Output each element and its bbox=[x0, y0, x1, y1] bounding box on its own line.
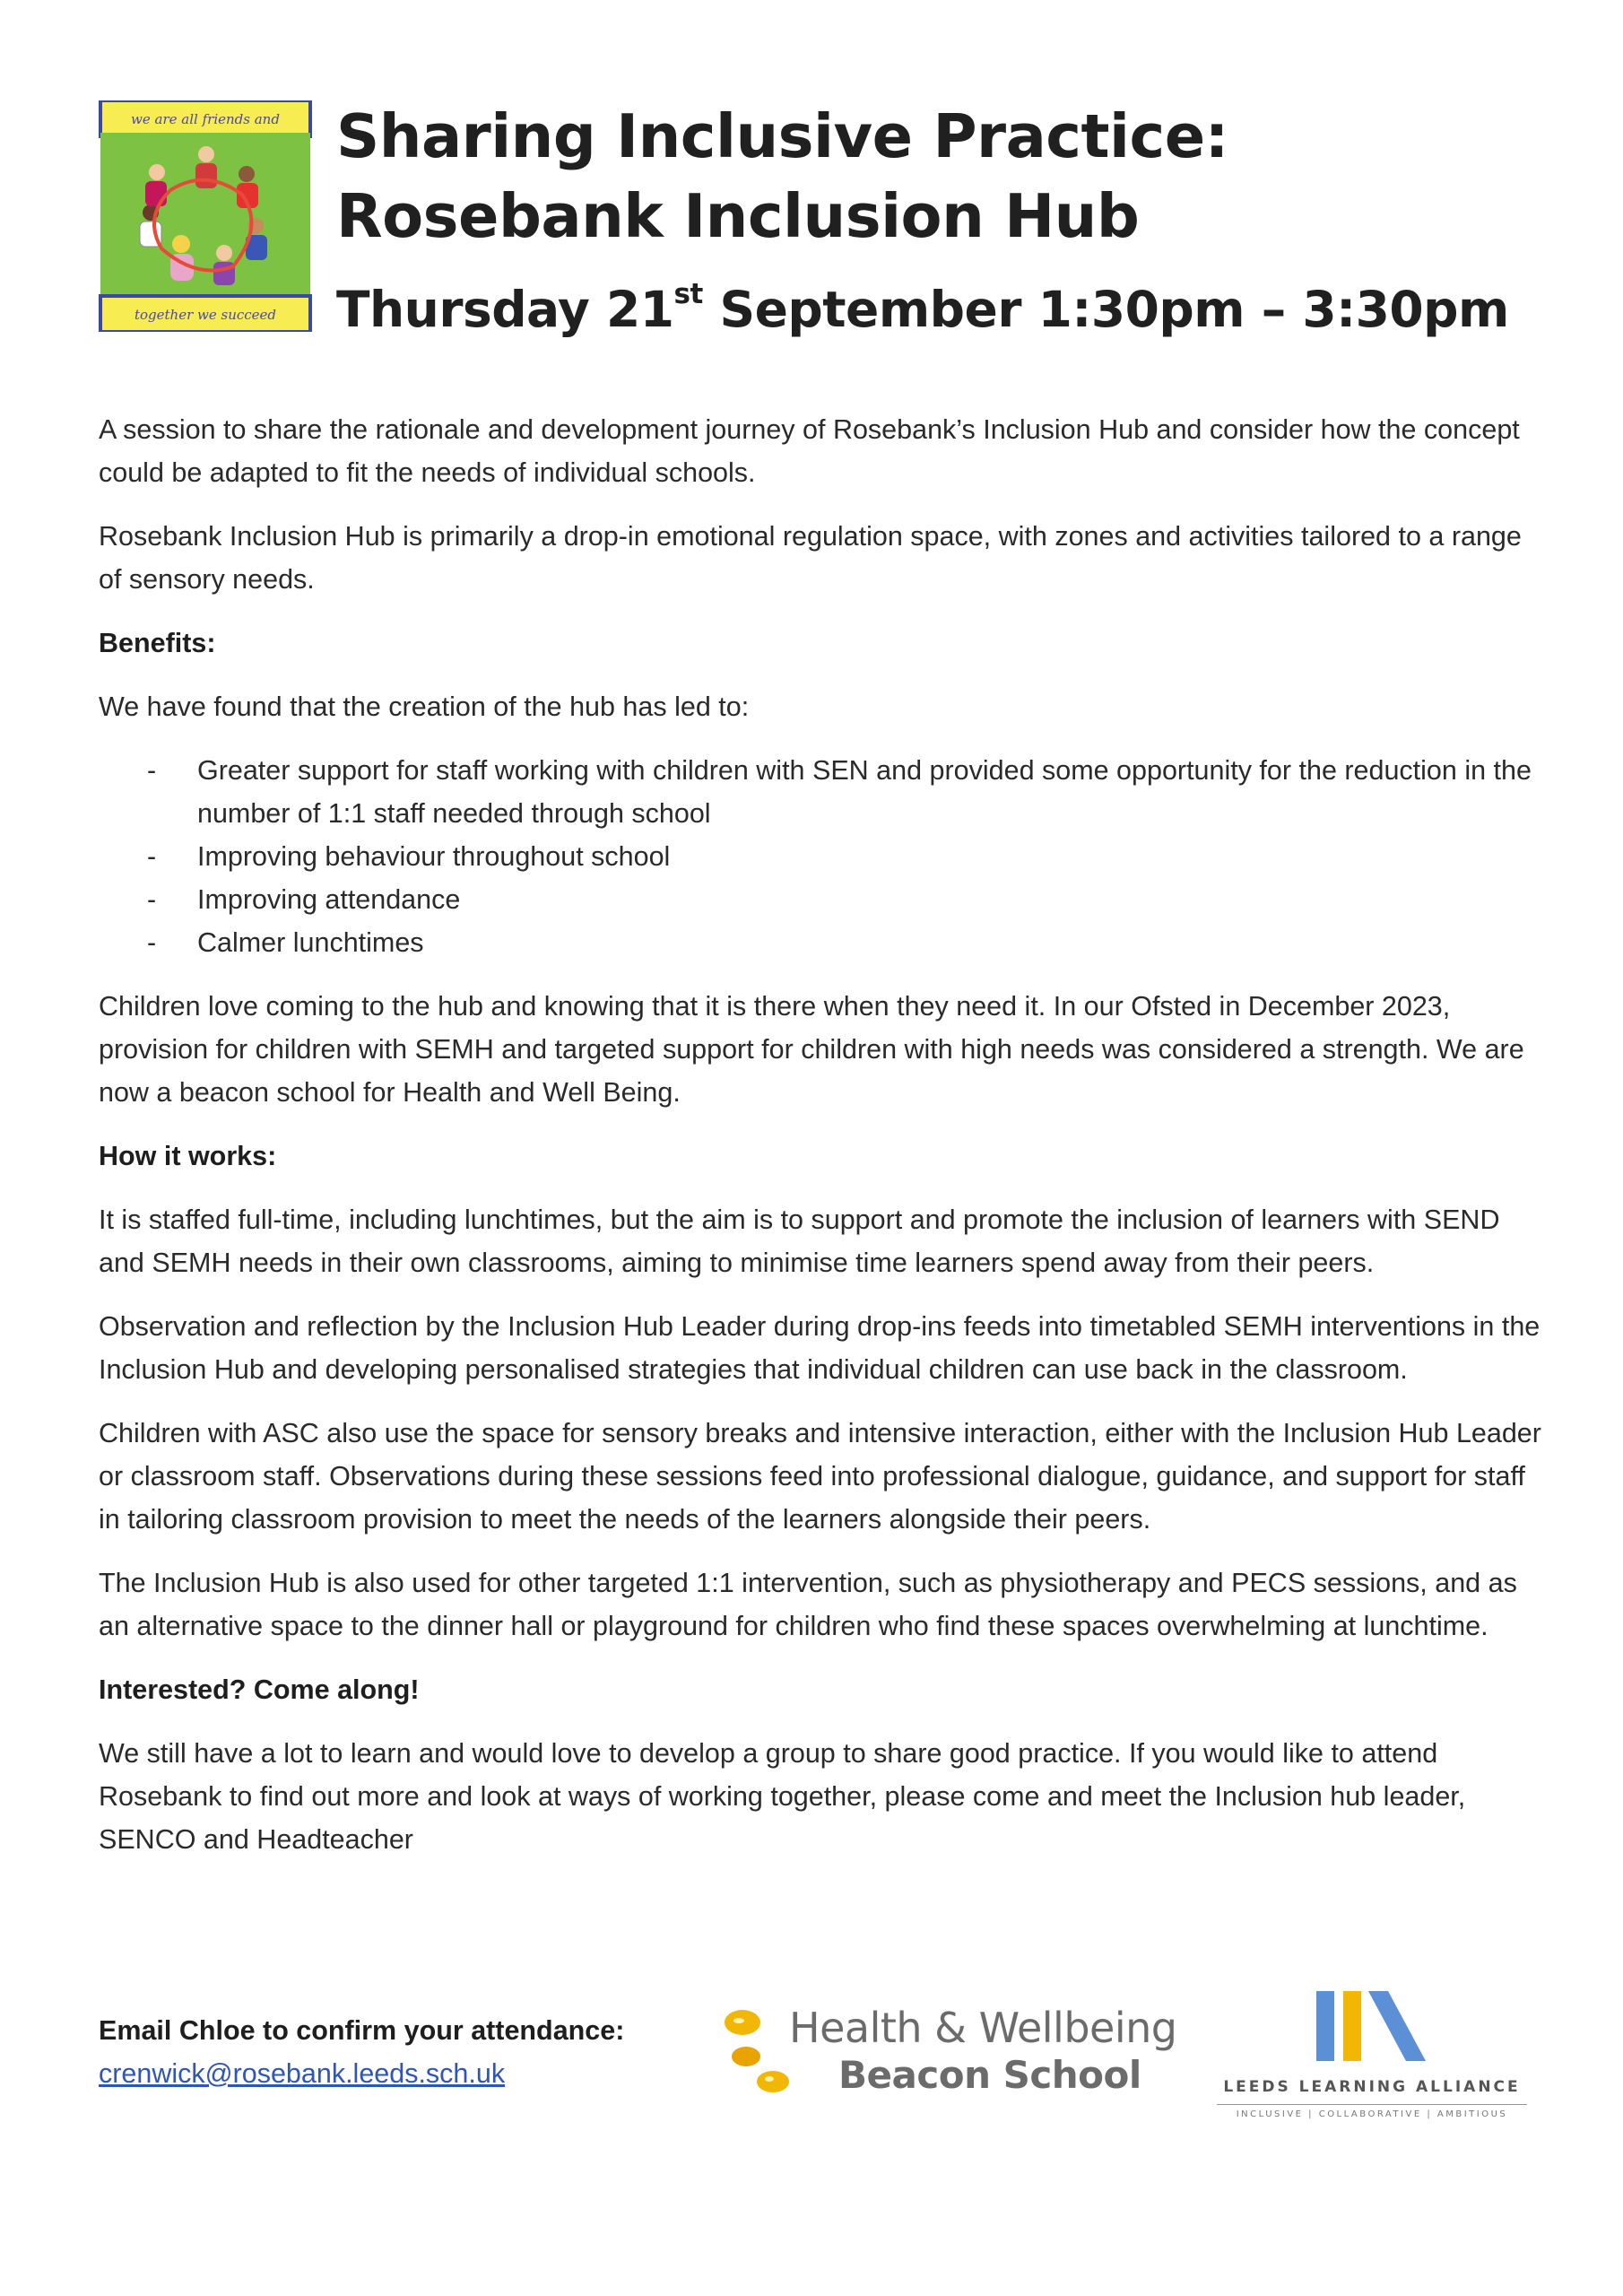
benefits-lead: We have found that the creation of the hub has led to: bbox=[99, 691, 750, 722]
logo-top-banner: we are all friends and bbox=[131, 111, 280, 127]
how-paragraph-3: Children with ASC also use the space for sensory breaks and intensive interaction, either with the Inclusion Hub Leader or classroom staff. Observations during these sessions feed into professional dialogue, guidance, and support for staff in tailoring classroom provision to meet the needs of the learners alongside their peers. bbox=[99, 1418, 1541, 1535]
list-item: - Improving attendance bbox=[147, 884, 461, 915]
contact-label: Email Chloe to confirm your attendance: bbox=[99, 2015, 625, 2046]
interested-paragraph: We still have a lot to learn and would love to develop a group to share good practice. If you would like to attend Rosebank to find out more and look at ways of working together, please come and meet the Inclusion hub leader, SENCO and Headteacher bbox=[99, 1738, 1466, 1855]
lla-name: LEEDS LEARNING ALLIANCE bbox=[1223, 2078, 1521, 2096]
main-content bbox=[99, 408, 1542, 1882]
benefits-after-paragraph: Children love coming to the hub and knowing that it is there when they need it. In our Ofsted in December 2023, provision for children with SEMH and targeted support for children with high needs was considered a strength. We are now a beacon school for Health and Well Being. bbox=[99, 991, 1524, 1108]
list-item: - Improving behaviour throughout school bbox=[147, 841, 671, 872]
benefits-list bbox=[99, 749, 1542, 964]
page-title: Sharing Inclusive Practice: Rosebank Inclusion Hub bbox=[336, 101, 1228, 251]
logo-bottom-banner: together we succeed bbox=[134, 307, 277, 323]
email-link[interactable]: crenwick@rosebank.leeds.sch.uk bbox=[99, 2058, 506, 2089]
how-paragraph-1: It is staffed full-time, including lunchtimes, but the aim is to support and promote the inclusion of learners with SEND and SEMH needs in their own classrooms, aiming to minimise time learners spend away from their peers. bbox=[99, 1205, 1500, 1278]
lla-tagline: INCLUSIVE | COLLABORATIVE | AMBITIOUS bbox=[1236, 2109, 1508, 2119]
list-item: - Calmer lunchtimes bbox=[147, 927, 424, 958]
benefits-heading: Benefits: bbox=[99, 628, 216, 658]
school-logo bbox=[99, 100, 312, 332]
list-item: - Greater support for staff working with children with SEN and provided some opportunity for the reduction in the number of 1:1 staff needed through school bbox=[147, 755, 1532, 829]
intro-paragraph-1: A session to share the rationale and development journey of Rosebank’s Inclusion Hub and consider how the concept could be adapted to fit the needs of individual schools. bbox=[99, 414, 1520, 488]
how-it-works-heading: How it works: bbox=[99, 1141, 277, 1171]
beacon-logo-line1: Health & Wellbeing bbox=[789, 2004, 1177, 2052]
lla-divider bbox=[1217, 2104, 1527, 2105]
interested-heading: Interested? Come along! bbox=[99, 1674, 420, 1705]
contact-block bbox=[99, 2009, 624, 2095]
how-paragraph-2: Observation and reflection by the Inclusion Hub Leader during drop-ins feeds into timetabled SEMH interventions in the Inclusion Hub and developing personalised strategies that individual children can use back in the classroom. bbox=[99, 1311, 1541, 1385]
beacon-logo-line2: Beacon School bbox=[838, 2053, 1141, 2097]
intro-paragraph-2: Rosebank Inclusion Hub is primarily a drop-in emotional regulation space, with zones and activities tailored to a range of sensory needs. bbox=[99, 521, 1522, 595]
event-date: Thursday 21st September 1:30pm – 3:30pm bbox=[336, 278, 1509, 338]
how-paragraph-4: The Inclusion Hub is also used for other targeted 1:1 intervention, such as physiotherapy and PECS sessions, and as an alternative space to the dinner hall or playground for children who find these spaces overwhelming at lunchtime. bbox=[99, 1568, 1517, 1641]
